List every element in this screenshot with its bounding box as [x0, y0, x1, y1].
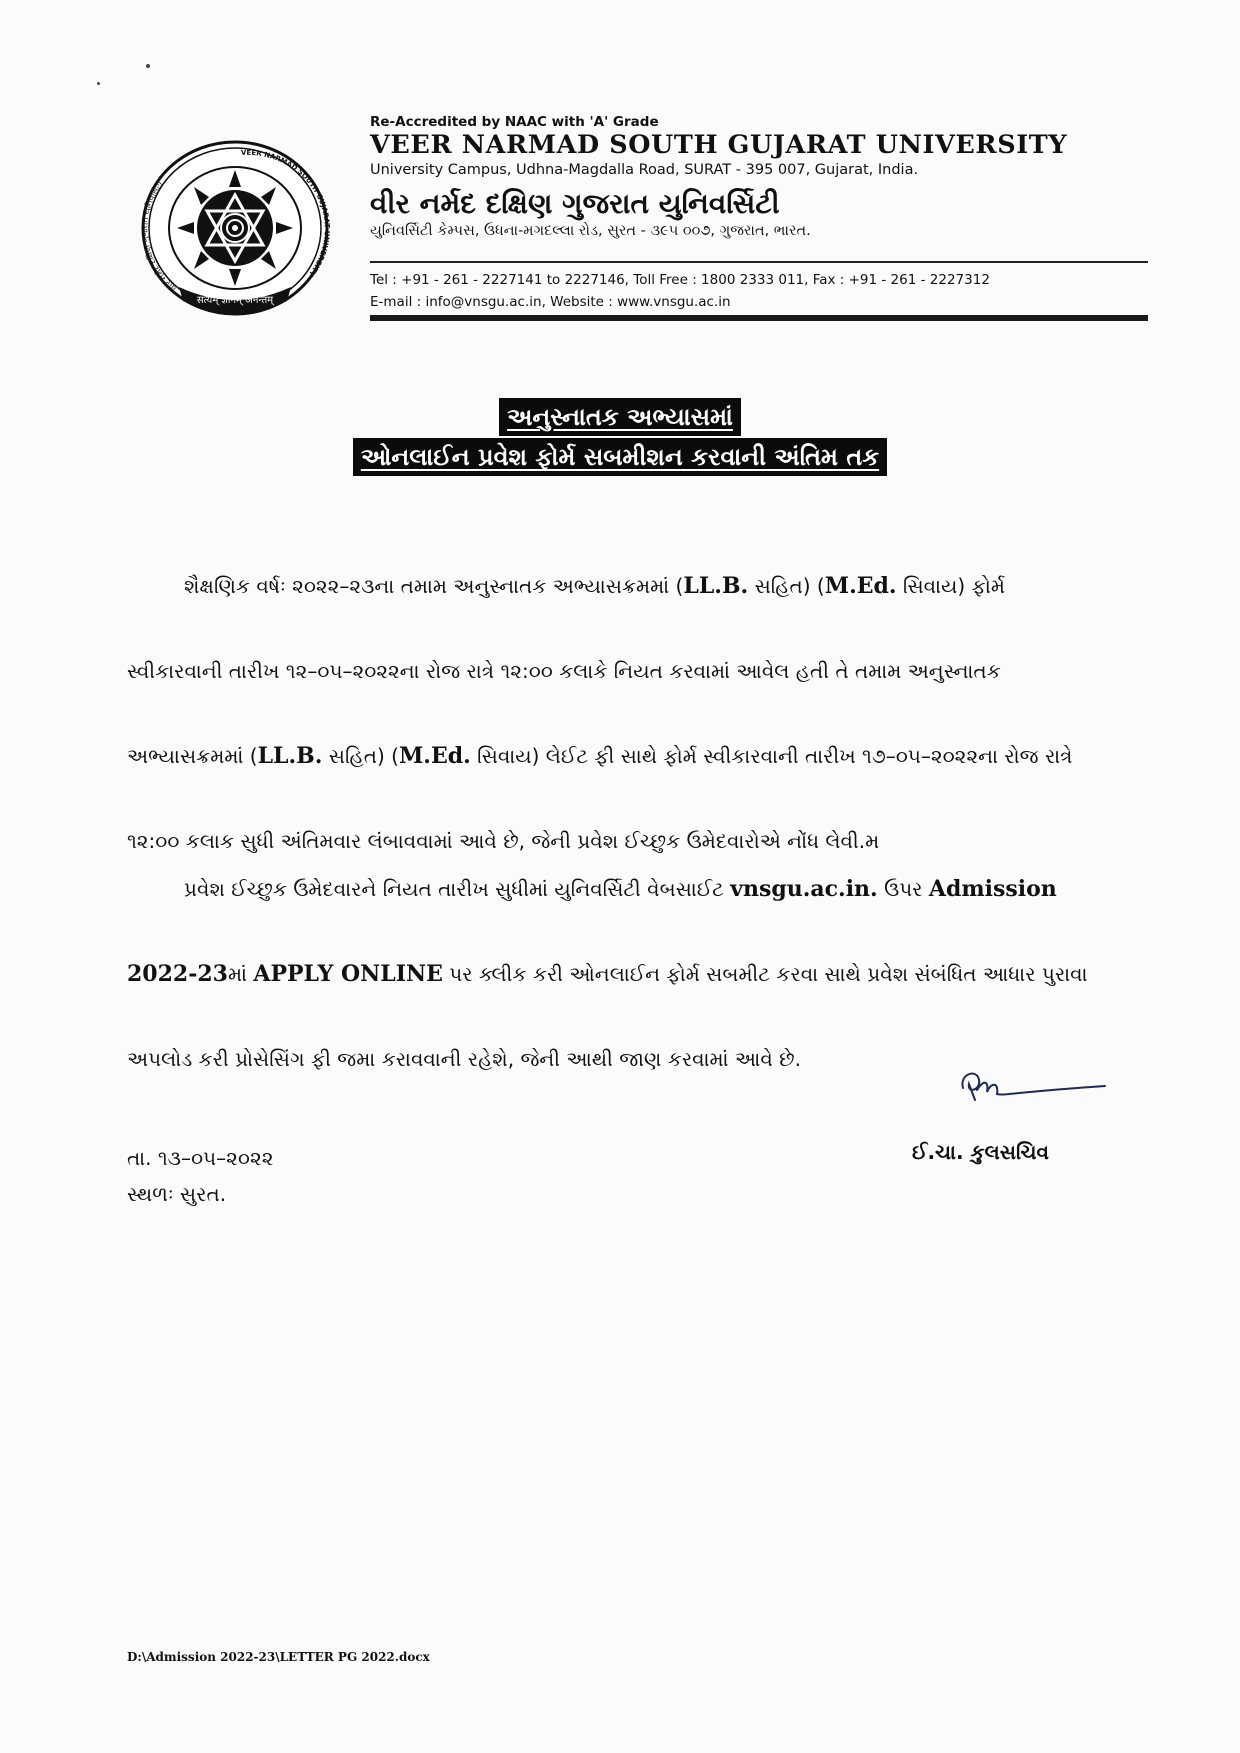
- paragraph-line: ૧૨:૦૦ કલાક સુધી અંતિમવાર લંબાવવામાં આવે છે, જેની પ્રવેશ ઈચ્છુક ઉમેદવારોએ નોંધ લેવી.મ: [127, 829, 880, 853]
- registrar-signature: [955, 1060, 1115, 1120]
- paragraph-line: અભ્યાસક્રમમાં (LL.B. સહિત) (M.Ed. સિવાય) લેઈટ ફી સાથે ફોર્મ સ્વીકારવાની તારીખ ૧૭–૦૫–૨૦૨૨ના રોજ રાત્રે: [127, 744, 1073, 769]
- university-address-gujarati: યુનિવર્સિટી કેમ્પસ, ઉધના-મગદલ્લા રોડ, સુરત - ૩૯૫ ૦૦૭, ગુજરાત, ભારત.: [370, 223, 811, 239]
- paragraph-line: અપલોડ કરી પ્રોસેસિંગ ફી જમા કરાવવાની રહેશે, જેની આથી જાણ કરવામાં આવે છે.: [127, 1047, 801, 1071]
- website-link-text: vnsgu.ac.in.: [730, 877, 878, 902]
- signatory-designation: ઈ.ચા. કુલસચિવ: [912, 1140, 1049, 1164]
- paragraph-line: શૈક્ષણિક વર્ષઃ ૨૦૨૨–૨૩ના તમામ અનુસ્નાતક અભ્યાસક્રમમાં (LL.B. સહિત) (M.Ed. સિવાય) ફોર્મ: [184, 574, 1005, 599]
- notice-subject: [0, 398, 1240, 476]
- header-divider-thin: [370, 261, 1148, 263]
- accreditation-text: Re-Accredited by NAAC with 'A' Grade: [370, 114, 659, 130]
- letterhead: [370, 114, 1150, 240]
- contact-phone: Tel : +91 - 261 - 2227141 to 2227146, Toll Free : 1800 2333 011, Fax : +91 - 261 - 2227312: [370, 272, 990, 288]
- issue-place: સ્થળઃ સુરત.: [127, 1182, 227, 1206]
- university-name-gujarati: વીર નર્મદ દક્ષિણ ગુજરાત યુનિવર્સિટી: [370, 187, 780, 220]
- university-seal-logo: [137, 137, 333, 319]
- svg-text:सत्यम् ज्ञानम् अनन्तम्: सत्यम् ज्ञानम् अनन्तम्: [196, 295, 274, 306]
- paragraph-line: પ્રવેશ ઈચ્છુક ઉમેદવારને નિયત તારીખ સુધીમાં યુનિવર્સિટી વેબસાઈટ vnsgu.ac.in. ઉપર Admission: [184, 877, 1057, 902]
- contact-email: E-mail : info@vnsgu.ac.in, Website : www.vnsgu.ac.in: [370, 294, 731, 310]
- svg-text:VEER NARMAD SOUTH GUJARAT UNIV: VEER NARMAD SOUTH GUJARAT UNIVERSITY: [240, 148, 331, 278]
- date-place-block: [127, 1140, 273, 1212]
- university-name: VEER NARMAD SOUTH GUJARAT UNIVERSITY: [370, 130, 1068, 160]
- svg-text:વીર નર્મદ દક્ષિણ ગુજરાત યુનિવર: વીર નર્મદ દક્ષિણ ગુજરાત યુનિવર્સિટી: [140, 179, 179, 293]
- paragraph-line: સ્વીકારવાની તારીખ ૧૨–૦૫–૨૦૨૨ના રોજ રાત્રે ૧૨:૦૦ કલાકે નિયત કરવામાં આવેલ હતી તે તમામ અનુસ્નાતક: [127, 659, 1001, 683]
- contact-info: [370, 269, 990, 313]
- paragraph-line: 2022-23માં APPLY ONLINE પર ક્લીક કરી ઓનલાઈન ફોર્મ સબમીટ કરવા સાથે પ્રવેશ સંબંધિત આધાર પુરાવા: [127, 962, 1088, 987]
- subject-line-1: અનુસ્નાતક અભ્યાસમાં: [499, 398, 741, 436]
- file-path-footer: D:\Admission 2022-23\LETTER PG 2022.docx: [127, 1650, 430, 1664]
- subject-line-2: ઓનલાઈન પ્રવેશ ફોર્મ સબમીશન કરવાની અંતિમ તક: [353, 438, 887, 476]
- notice-paragraph-1: [127, 574, 1159, 914]
- scan-speck: [146, 64, 150, 68]
- issue-date: તા. ૧૩–૦૫–૨૦૨૨: [127, 1146, 274, 1170]
- university-address: University Campus, Udhna-Magdalla Road, SURAT - 395 007, Gujarat, India.: [370, 162, 919, 178]
- header-divider-thick: [370, 315, 1148, 321]
- scan-speck: [97, 82, 100, 85]
